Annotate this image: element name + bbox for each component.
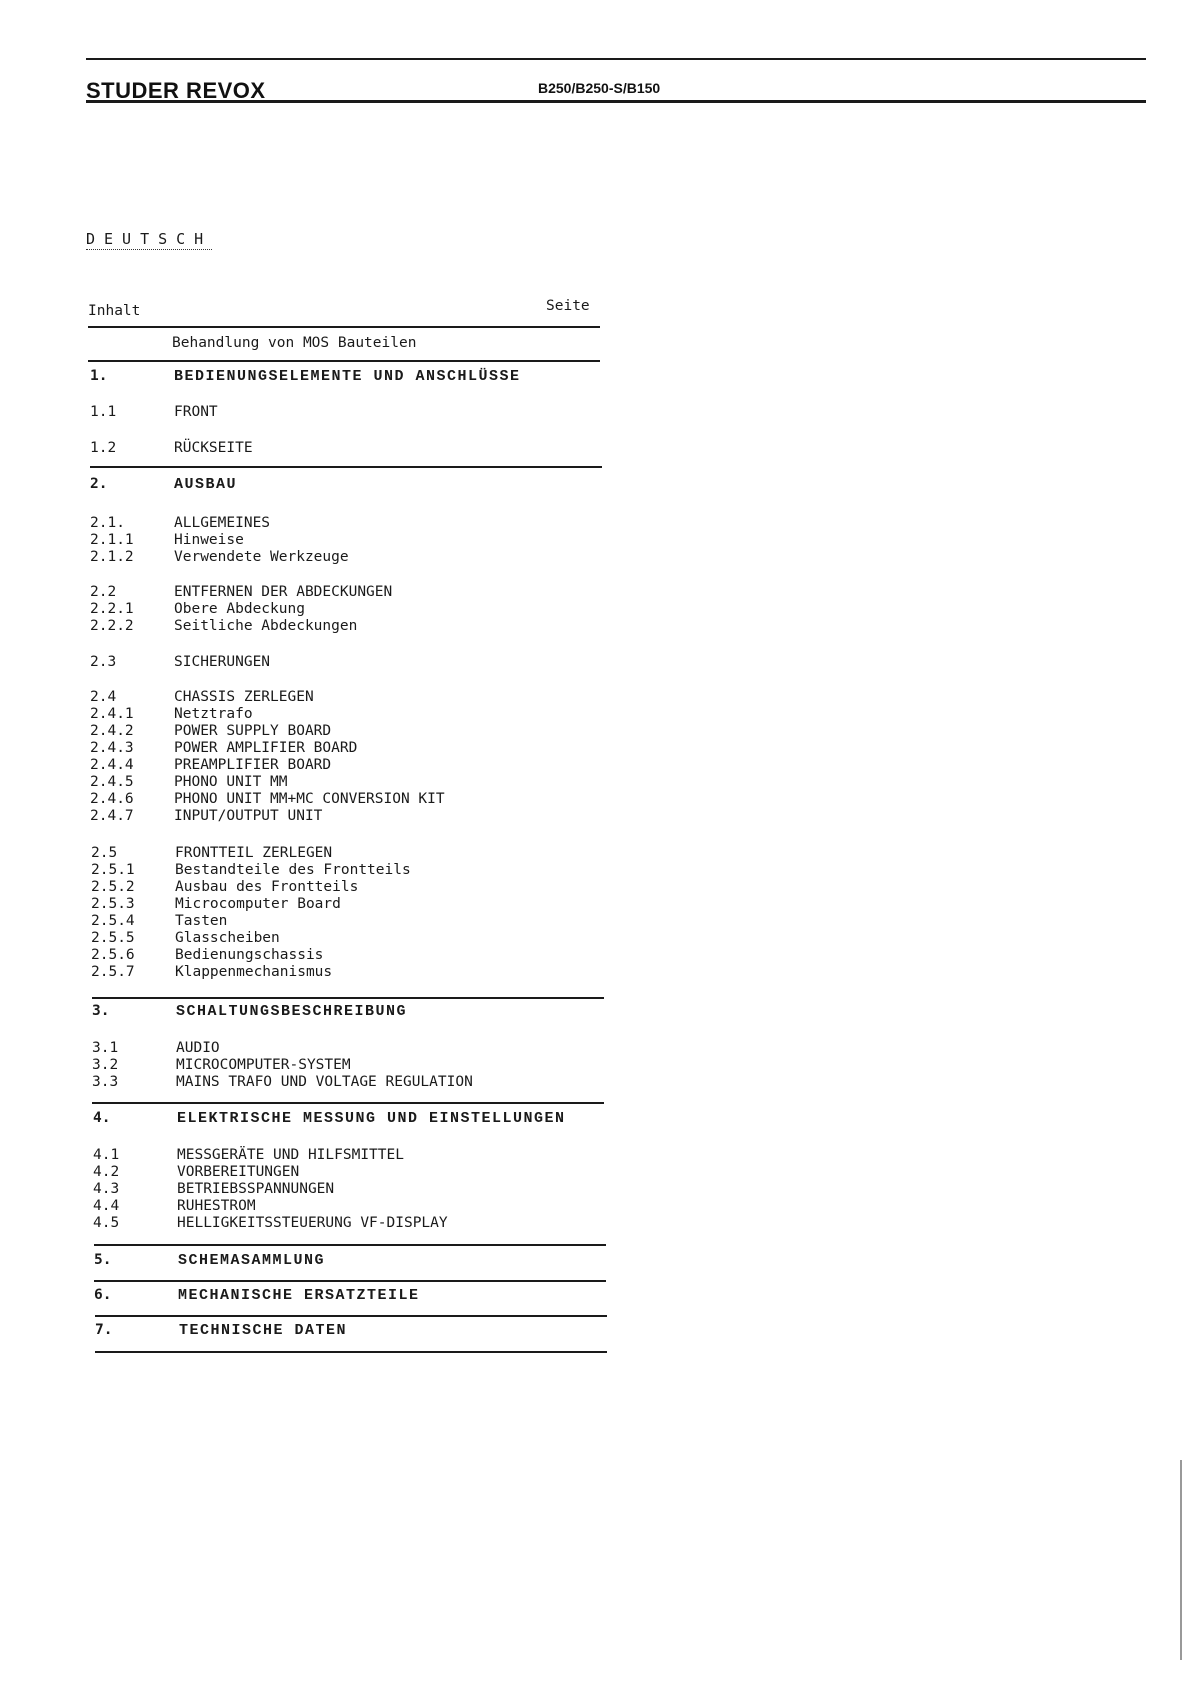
toc-entry-number: 2.5.3: [91, 896, 135, 912]
toc-entry-title: SICHERUNGEN: [174, 654, 271, 670]
toc-entry-title: FRONTTEIL ZERLEGEN: [175, 845, 333, 861]
toc-entry-title: MESSGERÄTE UND HILFSMITTEL: [177, 1147, 404, 1163]
toc-col-contents: Inhalt: [88, 303, 141, 319]
toc-entry-number: 2.1.: [90, 515, 125, 531]
toc-entry-title: ALLGEMEINES: [174, 515, 271, 531]
toc-entry-number: 2.2.1: [90, 601, 134, 617]
toc-entry-title: ENTFERNEN DER ABDECKUNGEN: [174, 584, 393, 600]
toc-entry-number: 4.3: [93, 1181, 120, 1197]
toc-entry-number: 2.5.5: [91, 930, 135, 946]
toc-entry-title: AUDIO: [176, 1040, 220, 1056]
toc-entry-number: 2.5.6: [91, 947, 135, 963]
toc-section-rule: [88, 360, 600, 362]
model-number: B250/B250-S/B150: [538, 80, 661, 96]
toc-entry-number: 3.1: [92, 1040, 119, 1056]
toc-entry-title: HELLIGKEITSSTEUERUNG VF-DISPLAY: [177, 1215, 448, 1231]
toc-entry-number: 2.: [90, 476, 108, 492]
toc-entry-title: TECHNISCHE DATEN: [179, 1322, 348, 1339]
toc-entry-title: RUHESTROM: [177, 1198, 256, 1214]
toc-entry-title: ELEKTRISCHE MESSUNG UND EINSTELLUNGEN: [177, 1110, 566, 1127]
toc-entry-number: 5.: [94, 1252, 112, 1268]
toc-entry-title: PREAMPLIFIER BOARD: [174, 757, 332, 773]
toc-section-rule: [95, 1315, 607, 1317]
toc-entry-number: 3.3: [92, 1074, 119, 1090]
toc-entry-number: 2.5.1: [91, 862, 135, 878]
toc-entry-title: BEDIENUNGSELEMENTE UND ANSCHLÜSSE: [174, 368, 521, 385]
toc-entry-number: 4.4: [93, 1198, 120, 1214]
toc-entry-number: 2.2: [90, 584, 117, 600]
toc-entry-number: 7.: [95, 1322, 113, 1338]
toc-entry-number: 2.2.2: [90, 618, 134, 634]
toc-entry-title: MAINS TRAFO UND VOLTAGE REGULATION: [176, 1074, 473, 1090]
toc-section-rule: [90, 466, 602, 468]
toc-entry-number: 3.2: [92, 1057, 119, 1073]
toc-entry-title: SCHALTUNGSBESCHREIBUNG: [176, 1003, 408, 1020]
toc-entry-number: 2.1.2: [90, 549, 134, 565]
toc-entry-title: Klappenmechanismus: [175, 964, 333, 980]
toc-entry-title: Glasscheiben: [175, 930, 280, 946]
toc-entry-number: 2.5.4: [91, 913, 135, 929]
toc-entry-number: 4.5: [93, 1215, 120, 1231]
toc-entry-title: Ausbau des Frontteils: [175, 879, 359, 895]
toc-entry-number: 2.4.3: [90, 740, 134, 756]
toc-entry-number: 2.4.6: [90, 791, 134, 807]
toc-entry-title: SCHEMASAMMLUNG: [178, 1252, 326, 1269]
toc-entry-title: CHASSIS ZERLEGEN: [174, 689, 314, 705]
toc-entry-number: 1.2: [90, 440, 117, 456]
toc-entry-title: INPUT/OUTPUT UNIT: [174, 808, 323, 824]
toc-entry-number: 2.5: [91, 845, 118, 861]
toc-entry-title: Microcomputer Board: [175, 896, 341, 912]
brand-logo: STUDER REVOX: [86, 78, 266, 103]
toc-col-page: Seite: [546, 298, 590, 314]
toc-entry-title: Bedienungschassis: [175, 947, 324, 963]
toc-entry-title: FRONT: [174, 404, 218, 420]
toc-entry-number: 2.4.1: [90, 706, 134, 722]
scan-margin-mark: [1180, 1460, 1182, 1660]
toc-entry-number: 2.4: [90, 689, 117, 705]
toc-entry-title: Obere Abdeckung: [174, 601, 305, 617]
toc-entry-title: Bestandteile des Frontteils: [175, 862, 411, 878]
toc-section-rule: [92, 1102, 604, 1104]
toc-entry-title: AUSBAU: [174, 476, 238, 493]
toc-entry-title: POWER AMPLIFIER BOARD: [174, 740, 358, 756]
toc-entry-title: RÜCKSEITE: [174, 440, 253, 456]
toc-entry-title: MICROCOMPUTER-SYSTEM: [176, 1057, 351, 1073]
toc-entry-title: PHONO UNIT MM+MC CONVERSION KIT: [174, 791, 445, 807]
toc-section-rule: [92, 997, 604, 999]
toc-entry-title: Netztrafo: [174, 706, 253, 722]
language-heading: DEUTSCH: [86, 230, 213, 248]
toc-entry-title: VORBEREITUNGEN: [177, 1164, 300, 1180]
toc-entry-title: Hinweise: [174, 532, 244, 548]
toc-entry-number: 3.: [92, 1003, 110, 1019]
toc-entry-title: Verwendete Werkzeuge: [174, 549, 349, 565]
toc-entry-number: 4.: [93, 1110, 111, 1126]
toc-entry-number: 1.1: [90, 404, 117, 420]
toc-entry-title: MECHANISCHE ERSATZTEILE: [178, 1287, 420, 1304]
toc-entry-title: POWER SUPPLY BOARD: [174, 723, 332, 739]
toc-entry-title: Tasten: [175, 913, 228, 929]
toc-entry-number: 4.1: [93, 1147, 120, 1163]
toc-entry-title: PHONO UNIT MM: [174, 774, 288, 790]
toc-entry-number: 1.: [90, 368, 108, 384]
toc-preface-title: Behandlung von MOS Bauteilen: [172, 335, 417, 351]
toc-entry-number: 6.: [94, 1287, 112, 1303]
toc-section-rule: [94, 1280, 606, 1282]
toc-entry-number: 2.4.5: [90, 774, 134, 790]
toc-entry-number: 2.4.7: [90, 808, 134, 824]
toc-entry-number: 4.2: [93, 1164, 120, 1180]
toc-section-rule: [94, 1244, 606, 1246]
toc-entry-number: 2.5.7: [91, 964, 135, 980]
toc-entry-number: 2.4.2: [90, 723, 134, 739]
toc-entry-number: 2.4.4: [90, 757, 134, 773]
toc-entry-number: 2.3: [90, 654, 117, 670]
toc-entry-number: 2.5.2: [91, 879, 135, 895]
toc-section-rule: [95, 1351, 607, 1353]
toc-entry-title: BETRIEBSSPANNUNGEN: [177, 1181, 335, 1197]
toc-entry-title: Seitliche Abdeckungen: [174, 618, 358, 634]
toc-entry-number: 2.1.1: [90, 532, 134, 548]
